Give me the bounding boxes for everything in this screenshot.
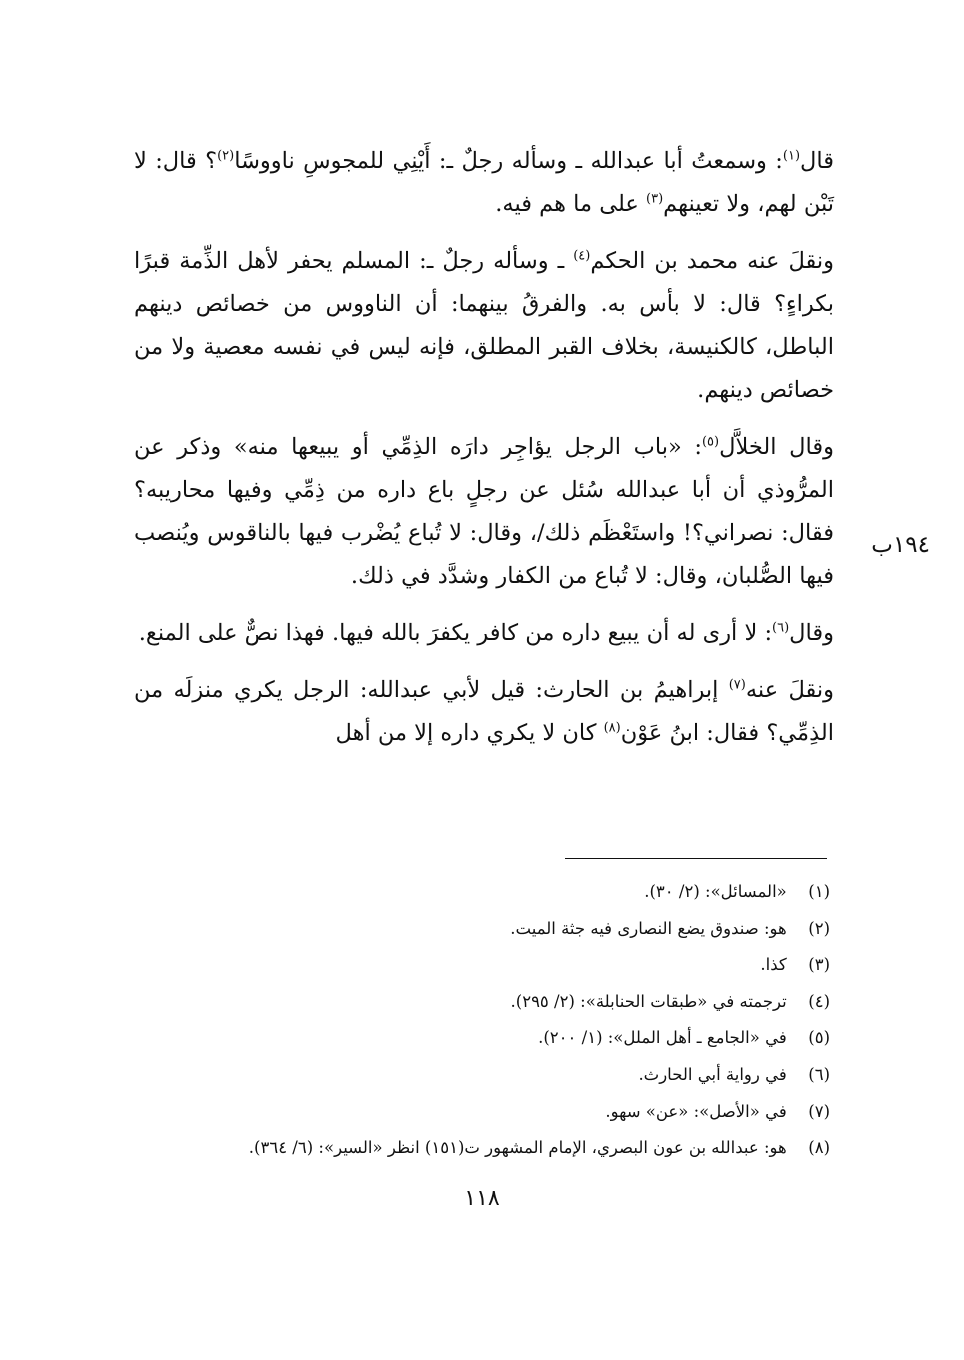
text-run: ونقلَ عنه (745, 677, 835, 703)
footnote-text: «المسائل»: (٢/ ٣٠). (644, 882, 787, 901)
footnote-item (170, 874, 830, 911)
paragraph (134, 669, 834, 755)
text-run: ـ وسأله رجلٌ ـ: المسلم يحفر لأهل الذِّمة قبرًا بكراءٍ؟ قال: لا بأس به. والفرقُ بينهما: أن الناووس من خصائص دينهم الباطل، كالكنيسة، بخلاف القبر المطلق، فإنه ليس في نفسه معصية ولا من خصائص دينهم. (134, 248, 834, 403)
text-run: كان لا يكري داره إلا من أهل (335, 720, 604, 746)
text-run: وقال (789, 620, 834, 646)
footnote-number: (٢) (808, 918, 830, 938)
text-run: على ما هم فيه. (495, 191, 647, 217)
footnote-text: في رواية أبي الحارث. (638, 1064, 787, 1084)
footnote-reference: (٣) (646, 191, 664, 207)
footnote-item (170, 1057, 830, 1094)
footnote-reference: (٨) (603, 720, 621, 736)
footnote-number: (٧) (808, 1101, 830, 1121)
footnote-number: (١) (808, 882, 830, 901)
footnote-item (170, 1130, 830, 1167)
footnote-item (170, 947, 830, 984)
footnote-text: ترجمته في «طبقات الحنابلة»: (٢/ ٢٩٥). (510, 991, 787, 1011)
paragraph (134, 426, 834, 598)
footnote-number: (٥) (808, 1028, 830, 1048)
manuscript-folio-marker: ١٩٤ب (871, 532, 930, 558)
text-run: ونقلَ عنه محمد بن الحكم (590, 248, 834, 274)
text-run: قال (800, 148, 834, 174)
footnote-reference: (٦) (772, 620, 790, 636)
footnote-number: (٣) (808, 955, 830, 975)
footnote-number: (٤) (808, 991, 830, 1011)
footnotes (170, 874, 830, 1167)
page-number: ١١٨ (464, 1186, 500, 1211)
footnote-reference: (٥) (701, 434, 720, 450)
text-run: : لا أرى له أن يبيع داره من كافر يكفرَ بالله فيها. فهذا نصٌّ على المنع. (138, 620, 773, 646)
text-run: وقال الخلاَّل (719, 434, 834, 460)
footnote-reference: (٤) (573, 248, 591, 264)
footnote-text: كذا. (760, 955, 787, 975)
footnote-item (170, 984, 830, 1021)
footnote-text: في «الجامع ـ أهل الملل»: (١/ ٢٠٠). (538, 1028, 787, 1048)
paragraph (134, 612, 834, 655)
footnote-item (170, 1020, 830, 1057)
footnote-reference: (١) (782, 148, 801, 164)
footnote-text: في «الأصل»: «عن» سهو. (605, 1101, 787, 1121)
text-run: : وسمعتُ أبا عبدالله ـ وسأله رجلٌ ـ: أَيْنِي للمجوسِ ناووسًا (234, 148, 783, 174)
footnote-text: هو: صندوق يضع النصارى فيه جثة الميت. (510, 918, 787, 938)
text-run: : «باب الرجل يؤاجِر دارَه الذِمِّي أو يبيعها منه» وذكر عن المرُّوذي أن أبا عبدالله سُئل عن رجلٍ باع داره من ذِمِّي وفيها محاريبه؟ فقال: نصراني؟! واستَعْظَم ذلك/، وقال: لا تُباع يُضْرب فيها بالناقوس ويُنصب فيها الصُّلبان، وقال: لا تُباع من الكفار وشدَّد في ذلك. (134, 434, 834, 589)
paragraph (134, 140, 834, 226)
main-text (134, 140, 834, 767)
footnote-item (170, 911, 830, 948)
footnote-separator (565, 858, 827, 859)
text-run: إبراهيمُ بن الحارث: قيل لأبي عبدالله: الرجل يكري منزلَه من الذِمِّي؟ فقال: ابنُ عَوْن (134, 677, 834, 746)
footnote-reference: (٢) (217, 148, 235, 164)
footnote-number: (٨) (808, 1138, 830, 1158)
footnote-number: (٦) (808, 1064, 830, 1084)
footnote-reference: (٧) (728, 677, 746, 693)
paragraph (134, 240, 834, 412)
text-run: ؟ قال: لا تَبْن لهم، ولا تعينهم (134, 148, 834, 217)
footnote-text: هو: عبدالله بن عون البصري، الإمام المشهور ت(١٥١) انظر «السير»: (٦/ ٣٦٤). (248, 1138, 787, 1158)
footnote-item (170, 1094, 830, 1131)
